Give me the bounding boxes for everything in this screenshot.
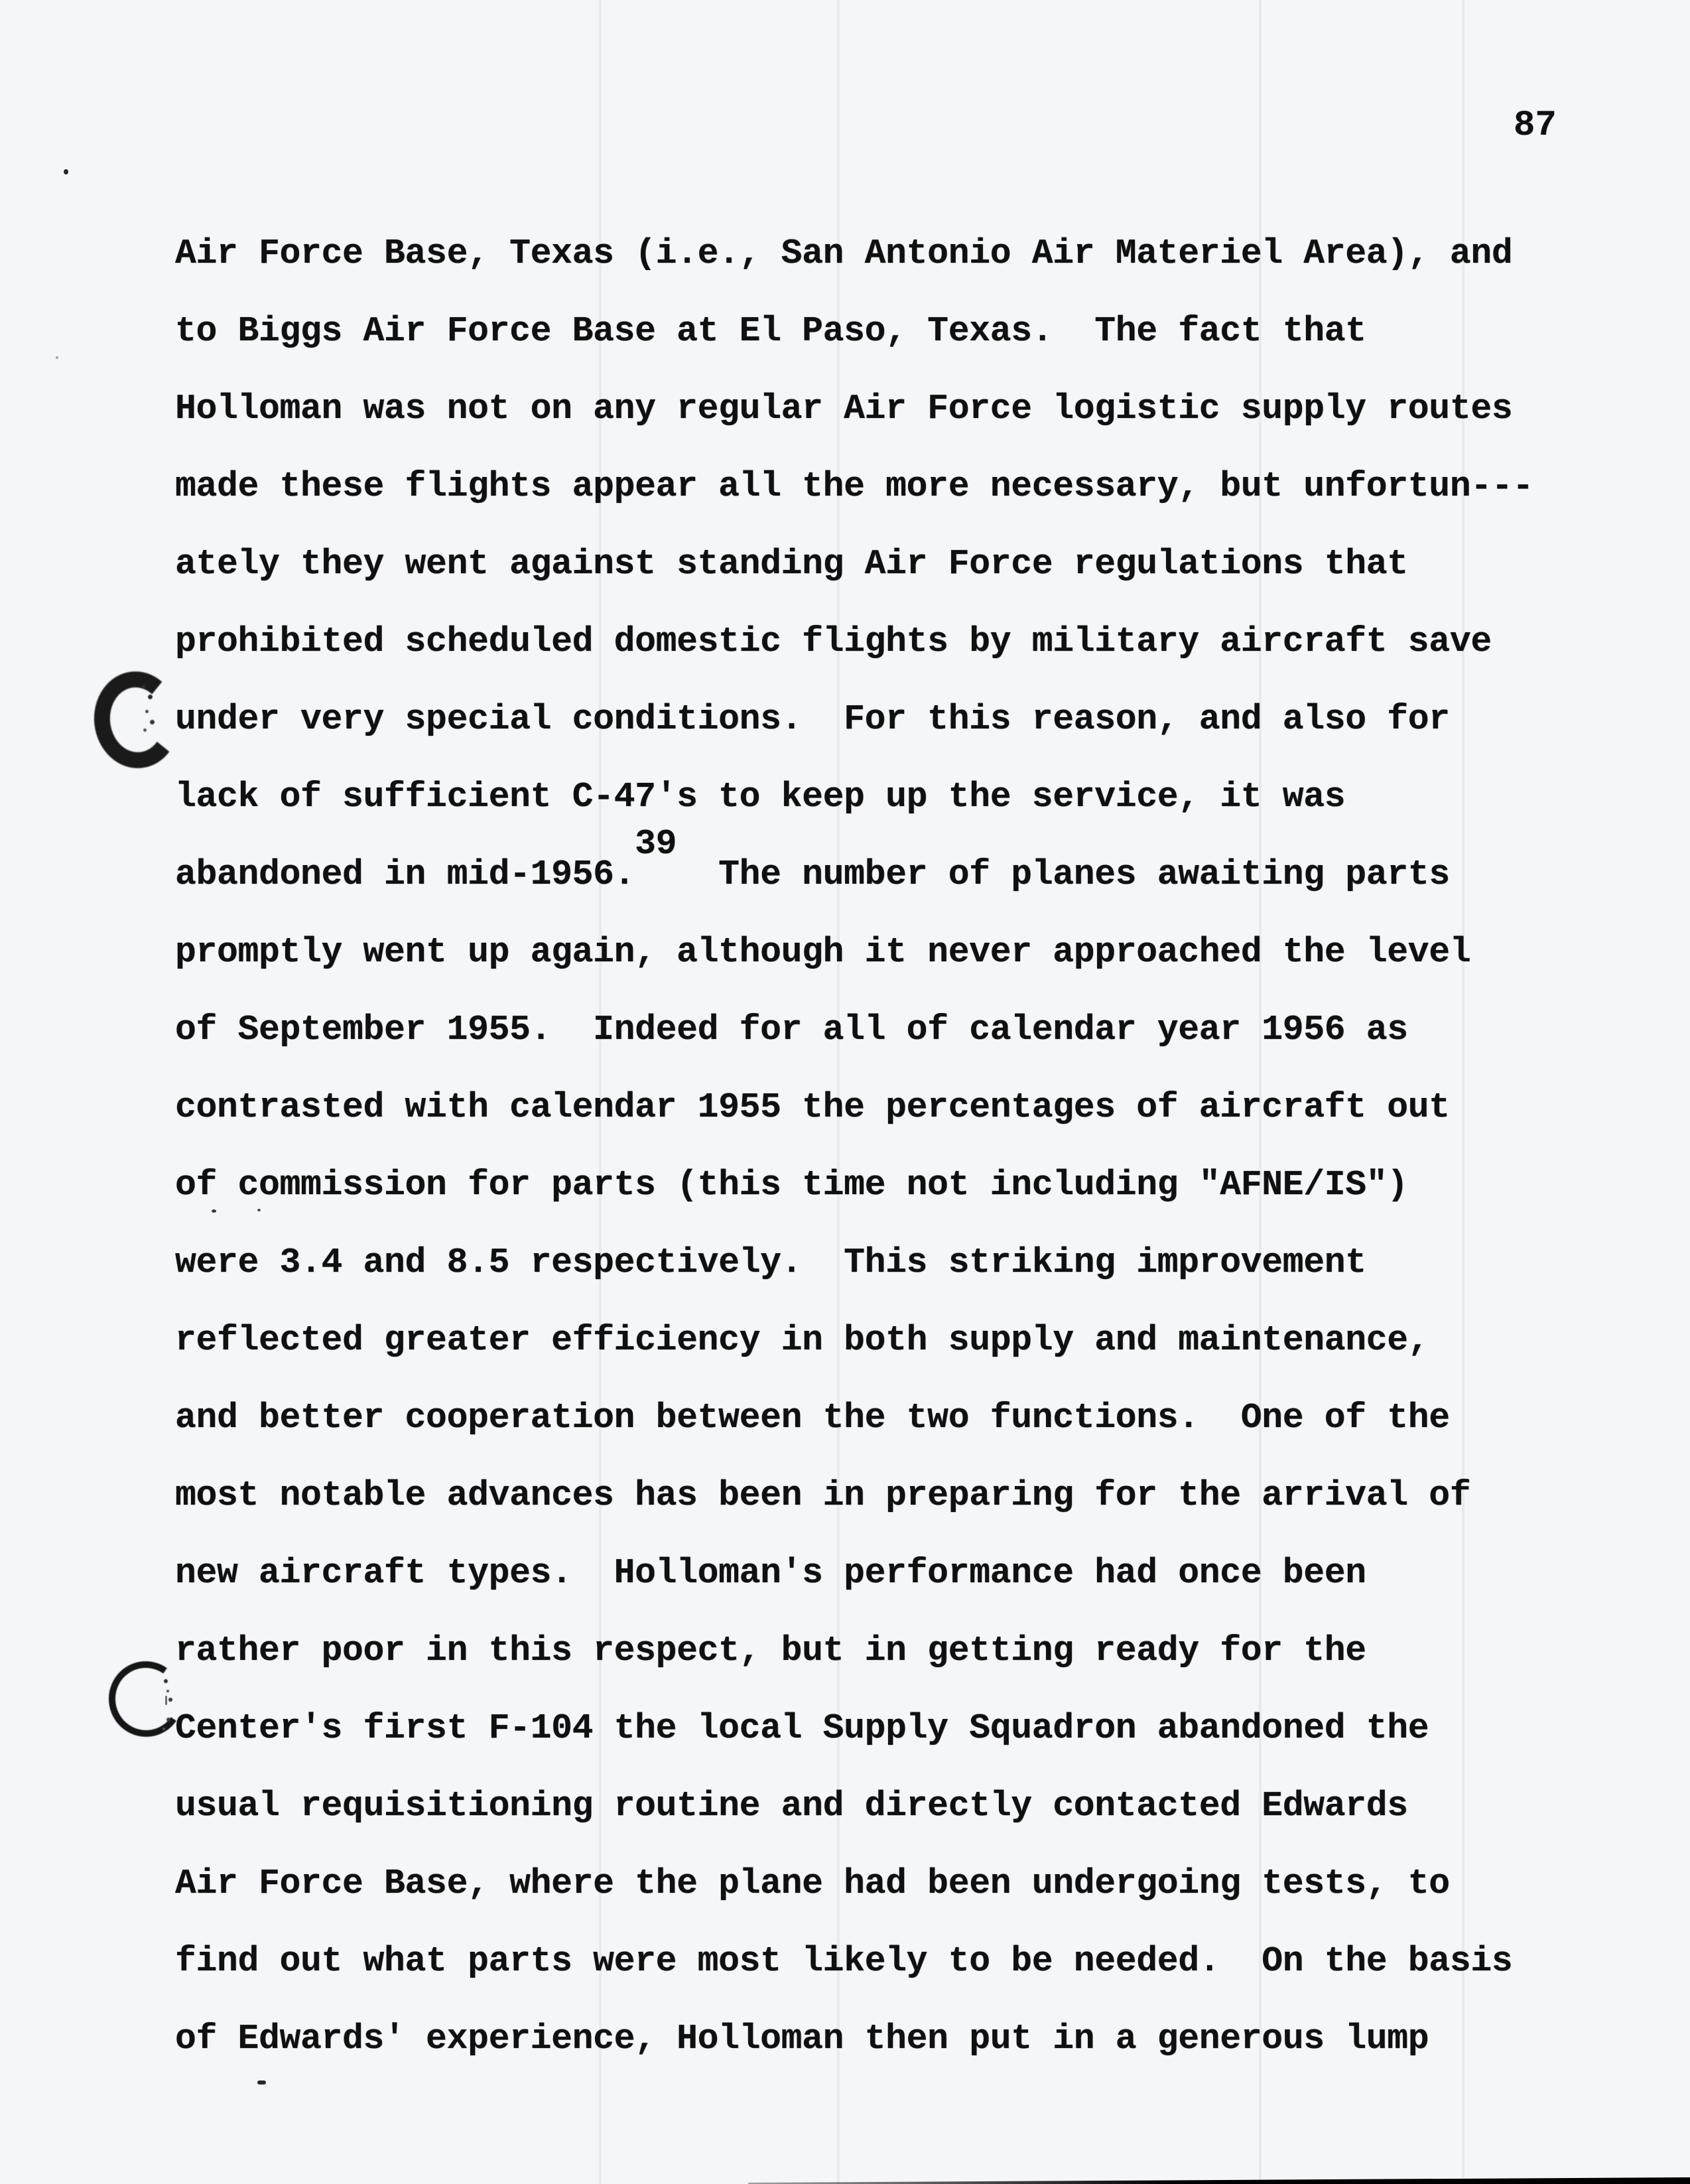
ink-ring-speckles: [164, 1679, 168, 1683]
page-number: 87: [1514, 105, 1557, 146]
text-line: abandoned in mid-1956.39 The number of planes awaiting parts: [175, 824, 1450, 894]
text-line: new aircraft types. Holloman's performance had once been: [175, 1553, 1366, 1593]
text-line: most notable advances has been in preparing for the arrival of: [175, 1475, 1471, 1515]
text-line: under very special conditions. For this reason, and also for: [175, 699, 1450, 739]
ink-speck: [56, 356, 58, 359]
text-line: reflected greater efficiency in both supply and maintenance,: [175, 1320, 1429, 1360]
ink-speck: [257, 1209, 261, 1211]
text-line: Air Force Base, where the plane had been undergoing tests, to: [175, 1864, 1450, 1903]
text-line: of September 1955. Indeed for all of calendar year 1956 as: [175, 1010, 1408, 1050]
text-line: to Biggs Air Force Base at El Paso, Texas. The fact that: [175, 311, 1366, 351]
ink-blot-speckles: [142, 685, 145, 688]
text-line: Holloman was not on any regular Air Force logistic supply routes: [175, 389, 1513, 429]
text-line: ately they went against standing Air Force regulations that: [175, 544, 1408, 584]
text-line: prohibited scheduled domestic flights by military aircraft save: [175, 622, 1492, 661]
ink-speck: [165, 1696, 167, 1705]
text-line: of commission for parts (this time not including "AFNE/IS"): [175, 1165, 1408, 1205]
text-line: made these flights appear all the more necessary, but unfortun---: [175, 466, 1533, 506]
ink-speck: [212, 1209, 216, 1213]
text-line: Center's first F-104 the local Supply Squadron abandoned the: [175, 1708, 1429, 1748]
text-line: Air Force Base, Texas (i.e., San Antonio Air Materiel Area), and: [175, 234, 1513, 273]
text-line: lack of sufficient C-47's to keep up the service, it was: [175, 777, 1346, 817]
text-line: rather poor in this respect, but in getting ready for the: [175, 1631, 1366, 1671]
ink-dash-mark: [257, 2081, 266, 2084]
ink-speck: [64, 169, 68, 174]
text-line: were 3.4 and 8.5 respectively. This striking improvement: [175, 1243, 1366, 1282]
text-line: of Edwards' experience, Holloman then put in a generous lump: [175, 2019, 1429, 2059]
text-line: and better cooperation between the two functions. One of the: [175, 1398, 1450, 1438]
footnote-superscript: 39: [635, 824, 677, 864]
text-line: contrasted with calendar 1955 the percentages of aircraft out: [175, 1087, 1450, 1127]
text-line: find out what parts were most likely to be needed. On the basis: [175, 1941, 1513, 1981]
text-line: promptly went up again, although it never approached the level: [175, 932, 1471, 972]
text-line: usual requisitioning routine and directly contacted Edwards: [175, 1786, 1408, 1826]
